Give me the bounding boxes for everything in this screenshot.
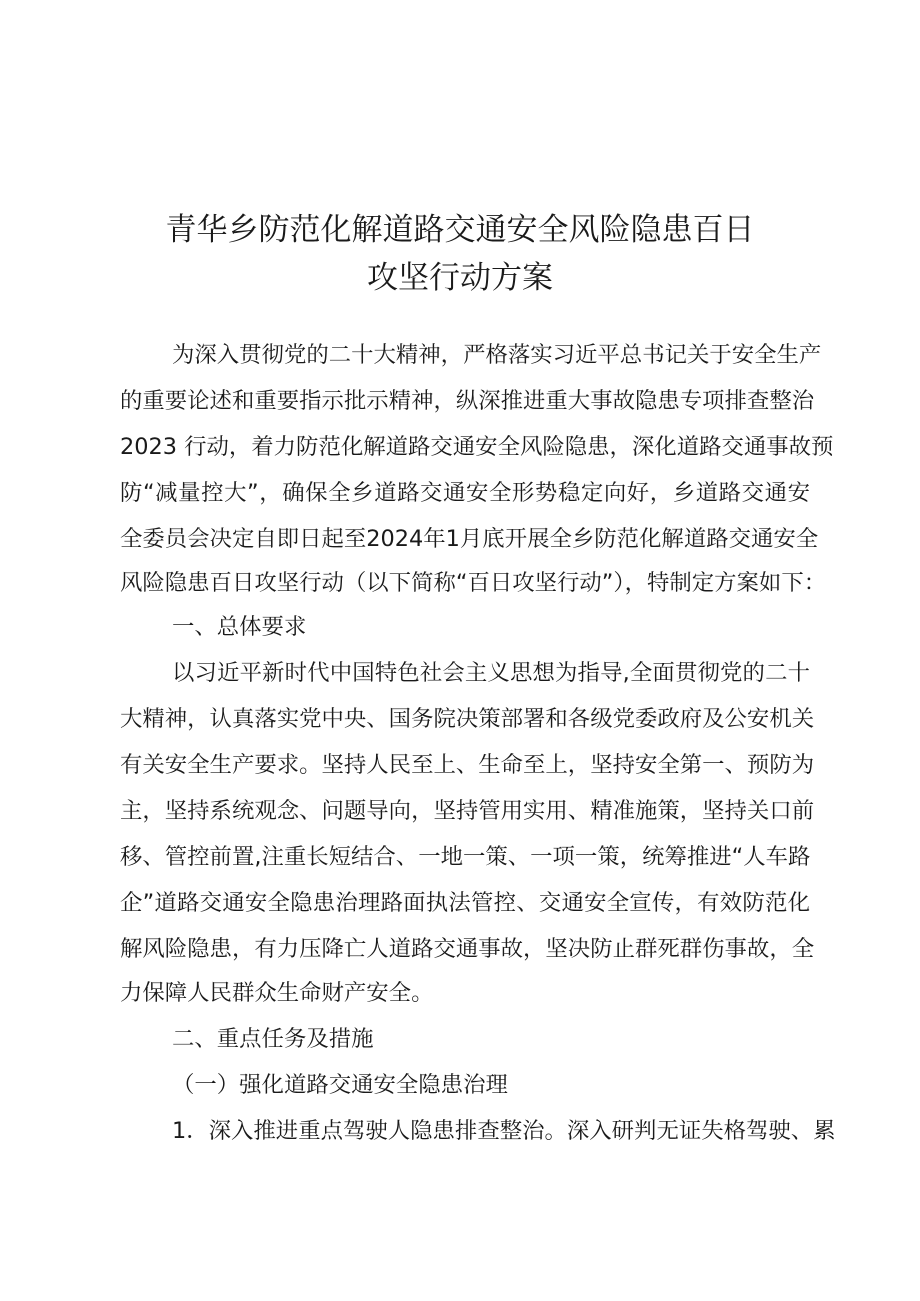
section-1-line-1: 以习近平新时代中国特色社会主义思想为指导,全面贯彻党的二十 bbox=[172, 660, 810, 686]
intro-paragraph-line-3: 2023 行动，着力防范化解道路交通安全风险隐患，深化道路交通事故预 bbox=[120, 434, 834, 460]
section-1-heading: 一、总体要求 bbox=[172, 614, 307, 640]
section-1-line-8: 力保障人民群众生命财产安全。 bbox=[120, 980, 434, 1006]
document-title-line-2: 攻坚行动方案 bbox=[367, 260, 553, 296]
item-1-line-1: 1．深入推进重点驾驶人隐患排查整治。深入研判无证失格驾驶、累 bbox=[172, 1118, 836, 1144]
document-title-line-1: 青华乡防范化解道路交通安全风险隐患百日 bbox=[165, 212, 755, 248]
section-1-line-6: 企”道路交通安全隐患治理路面执法管控、交通安全宣传，有效防范化 bbox=[120, 890, 810, 916]
section-2-heading: 二、重点任务及措施 bbox=[172, 1026, 374, 1052]
intro-paragraph-line-6: 风险隐患百日攻坚行动（以下简称“百日攻坚行动”），特制定方案如下： bbox=[120, 570, 827, 596]
subsection-1-heading: （一）强化道路交通安全隐患治理 bbox=[172, 1072, 508, 1098]
section-1-line-3: 有关安全生产要求。坚持人民至上、生命至上，坚持安全第一、预防为 bbox=[120, 752, 815, 778]
intro-paragraph-line-4: 防“减量控大”，确保全乡道路交通安全形势稳定向好，乡道路交通安 bbox=[120, 480, 810, 506]
intro-paragraph-line-1: 为深入贯彻党的二十大精神，严格落实习近平总书记关于安全生产 bbox=[172, 342, 822, 368]
section-1-line-4: 主，坚持系统观念、问题导向，坚持管用实用、精准施策，坚持关口前 bbox=[120, 798, 815, 824]
section-1-line-7: 解风险隐患，有力压降亡人道路交通事故，坚决防止群死群伤事故，全 bbox=[120, 936, 815, 962]
intro-paragraph-line-5: 全委员会决定自即日起至2024年1月底开展全乡防范化解道路交通安全 bbox=[120, 526, 819, 552]
section-1-line-2: 大精神，认真落实党中央、国务院决策部署和各级党委政府及公安机关 bbox=[120, 706, 815, 732]
section-1-line-5: 移、管控前置,注重长短结合、一地一策、一项一策，统筹推进“人车路 bbox=[120, 844, 811, 870]
intro-paragraph-line-2: 的重要论述和重要指示批示精神，纵深推进重大事故隐患专项排查整治 bbox=[120, 388, 815, 414]
